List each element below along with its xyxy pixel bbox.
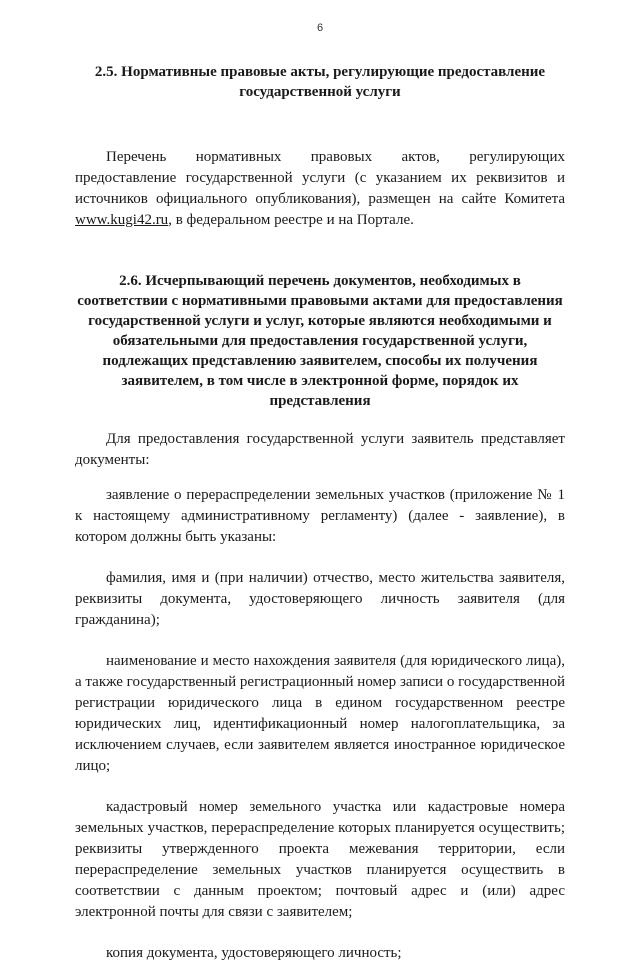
section-2-5-text-before-link: Перечень нормативных правовых актов, регулирующих предоставление государственной услуги (с указанием их реквизитов и источников официального опубликования), размещен на сайте Комитета (75, 149, 565, 207)
page-number: 6 (316, 22, 324, 34)
paragraph-citizen-details: фамилия, имя и (при наличии) отчество, место жительства заявителя, реквизиты документа, удостоверяющего личность заявителя (для гражданина); (75, 570, 565, 628)
kugi42-link[interactable]: www.kugi42.ru (75, 212, 169, 228)
document-body (75, 62, 565, 964)
paragraph-legal-entity-details: наименование и место нахождения заявителя (для юридического лица), а также государственный регистрационный номер записи о государственной регистрации юридического лица в едином государственном реестре юридических лиц, идентификационный номер налогоплательщика, за исключением случаев, если заявителем является иностранное юридическое лицо; (75, 653, 565, 774)
paragraph-cadastral-details: кадастровый номер земельного участка или кадастровые номера земельных участков, перераспределение которых планируется осуществить; реквизиты утвержденного проекта межевания территории, если перераспределение земельных участков планируется осуществить в соответствии с данным проектом; почтовый адрес и (или) адрес электронной почты для связи с заявителем; (75, 799, 565, 920)
paragraph-identity-copy: копия документа, удостоверяющего личность; (106, 945, 402, 961)
paragraph-application: заявление о перераспределении земельных участков (приложение № 1 к настоящему административному регламенту) (далее - заявление), в котором должны быть указаны: (75, 487, 565, 545)
section-2-6-heading: 2.6. Исчерпывающий перечень документов, необходимых в соответствии с нормативными правовыми актами для предоставления государственной услуги и услуг, которые являются необходимыми и обязательными для предоставления государственной услуги, подлежащих представлению заявителем, способы их получения заявителем, в том числе в электронной форме, порядок их представления (77, 273, 563, 409)
section-2-5-text-after-link: , в федеральном реестре и на Портале. (168, 212, 414, 228)
section-2-5-heading: 2.5. Нормативные правовые акты, регулирующие предоставление государственной услуги (94, 64, 546, 100)
paragraph-documents-intro: Для предоставления государственной услуги заявитель представляет документы: (75, 431, 565, 468)
section-2-5-paragraph (75, 147, 565, 231)
